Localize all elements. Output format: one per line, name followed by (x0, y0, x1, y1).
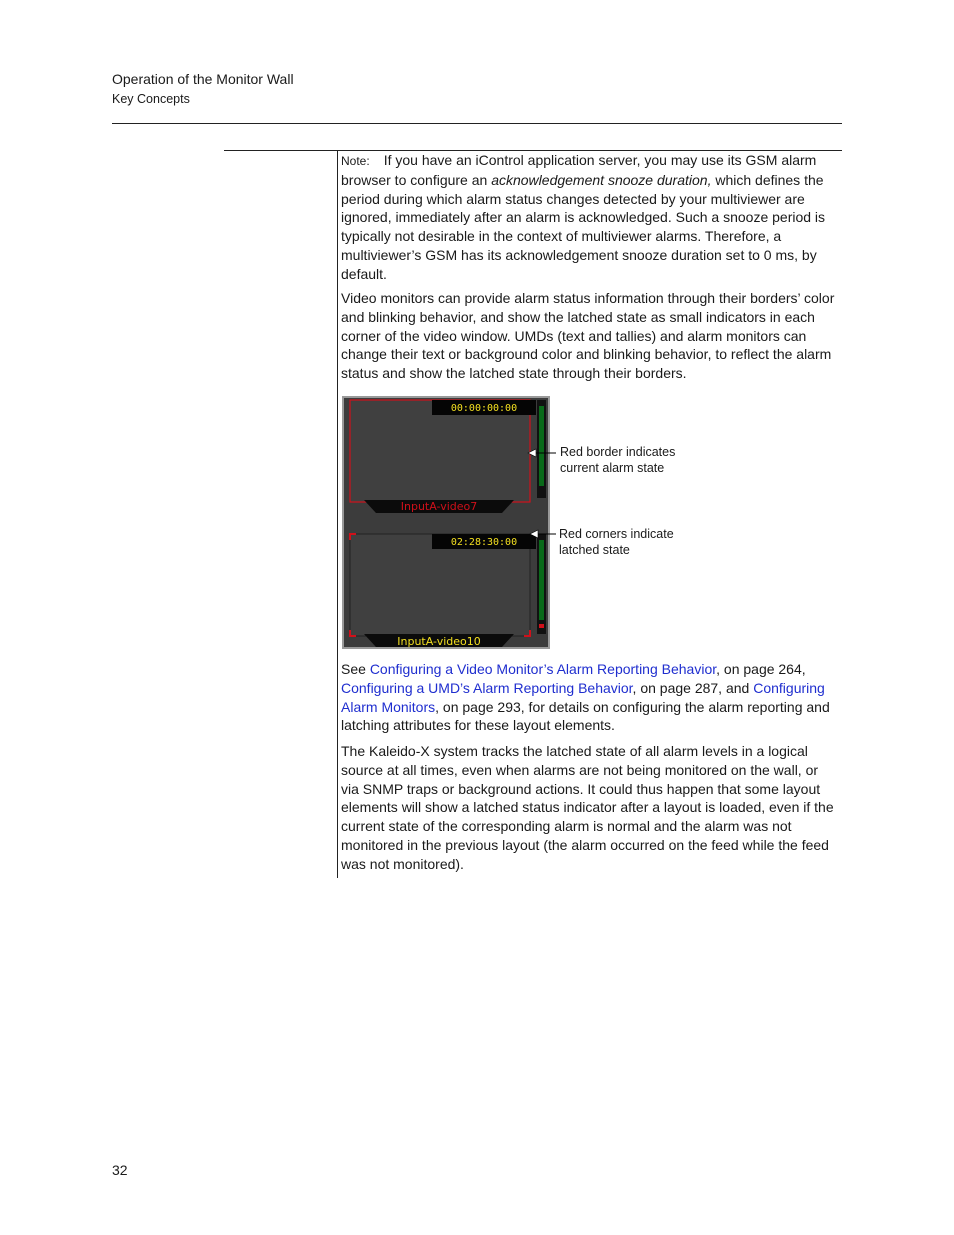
see-prefix: See (341, 661, 370, 677)
callout-red-corners (559, 526, 674, 558)
note-text-before: If you have an iControl application server, you may use its GSM alarm browser to configure an (341, 152, 817, 188)
header-rule (112, 123, 842, 124)
callout-red-border-line2: current alarm state (560, 461, 665, 475)
paragraph-see-also (341, 660, 837, 735)
paragraph-latched-state (341, 742, 837, 874)
monitor-illustration (342, 396, 550, 649)
umd-label-top: InputA-video7 (400, 500, 478, 513)
running-header-subtitle: Key Concepts (112, 92, 190, 106)
callout-red-corners-line2: latched state (559, 543, 630, 557)
link-alarm-monitors[interactable]: Configuring Alarm Monitors (341, 679, 825, 715)
margin-rule (224, 150, 337, 151)
monitor-wall-figure (342, 396, 550, 649)
paragraph-3-text: The Kaleido-X system tracks the latched state of all alarm levels in a logical source at all times, even when alarms are not being monitored on the wall, or via SNMP traps or background actions. It could thus happen that some layout elements will show a latched status indicator after a layout is loaded, even if the current state of the corresponding alarm is normal and the alarm was not monitored in the previous layout (the alarm occurred on the feed while the feed was not monitored). (341, 743, 834, 872)
callout-red-border (560, 444, 675, 476)
see-after-3: , on page 293, for details on configuring the alarm reporting and latching attributes for these layout elements. (341, 698, 830, 734)
link-umd-alarm[interactable]: Configuring a UMD’s Alarm Reporting Behavior (341, 679, 633, 696)
note-label: Note: (341, 154, 370, 168)
paragraph-1-text: Video monitors can provide alarm status information through their borders’ color and blinking behavior, and show the latched state as small indicators in each corner of the video window. UMDs (text and tallies) and alarm monitors can change their text or background color and blinking behavior, to reflect the alarm status and show the latched state through their borders. (341, 290, 835, 382)
running-header-title: Operation of the Monitor Wall (112, 71, 294, 87)
callout-red-corners-line1: Red corners indicate (559, 527, 674, 541)
see-after-1: , on page 264, (716, 661, 806, 677)
paragraph-video-monitors (341, 289, 837, 383)
note-emphasis: acknowledgement snooze duration, (491, 171, 712, 188)
link-video-monitor-alarm[interactable]: Configuring a Video Monitor’s Alarm Reporting Behavior (369, 661, 717, 677)
note-block (341, 151, 837, 284)
note-text-after: which defines the period during which alarm status changes detected by your multiviewer are ignored, immediately after an alarm is acknowledged. Such a snooze period is typically not desirable in the context of multiviewer alarms. Therefore, a multiviewer’s GSM has its acknowledgement snooze duration set to 0 ms, by default. (341, 171, 826, 282)
timecode-top: 00:00:00:00 (450, 403, 518, 414)
see-after-2: , on page 287, and (632, 679, 754, 696)
umd-label-bottom: InputA-video10 (397, 635, 481, 648)
callout-red-border-line1: Red border indicates (560, 445, 676, 459)
column-vertical-rule (337, 150, 338, 878)
callout-arrows (526, 446, 560, 542)
page-number: 32 (112, 1162, 128, 1178)
timecode-bottom: 02:28:30:00 (450, 537, 518, 548)
